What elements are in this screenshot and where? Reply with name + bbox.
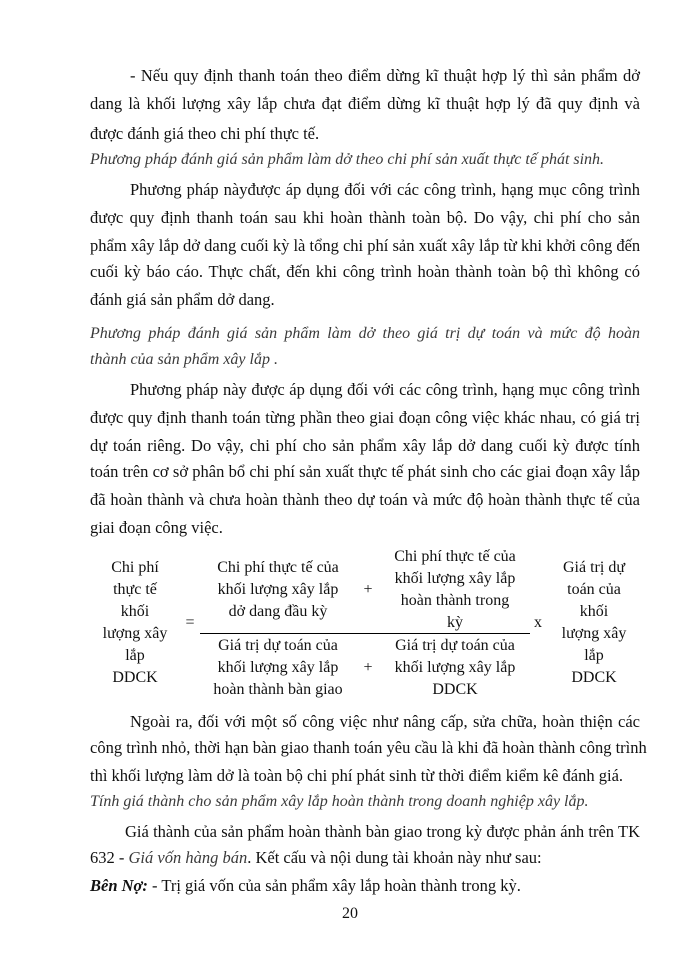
debit-text: - Trị giá vốn của sản phẩm xây lắp hoàn thành trong kỳ. <box>147 876 521 895</box>
para3-line4: toán trên cơ sở phân bổ chi phí sản xuất thực tế phát sinh cho các giai đoạn xây lắp <box>90 462 640 481</box>
para1-line3: được đánh giá theo chi phí thực tế. <box>90 124 320 143</box>
para3-line1: Phương pháp này được áp dụng đối với các công trình, hạng mục công trình <box>130 380 640 399</box>
account-name: Giá vốn hàng bán <box>128 848 248 867</box>
para1-line1: - Nếu quy định thanh toán theo điểm dừng kĩ thuật hợp lý thì sản phẩm dở <box>130 66 640 85</box>
para2-line5: đánh giá sản phẩm dở dang. <box>90 290 275 309</box>
formula-fraction-bar <box>200 633 530 634</box>
para2-line4: cuối kỳ báo cáo. Thực chất, đến khi công trình hoàn thành toàn bộ thì không có <box>90 262 640 281</box>
heading-cost-calculation: Tính giá thành cho sản phẩm xây lắp hoàn thành trong doanh nghiệp xây lắp. <box>90 793 589 810</box>
para2-line1: Phương pháp nàyđược áp dụng đối với các công trình, hạng mục công trình <box>130 180 640 199</box>
formula-times: x <box>534 614 542 631</box>
formula-equals: = <box>185 614 195 631</box>
debit-line <box>90 876 640 896</box>
formula-numerator-period-cost: Chi phí thực tế của khối lượng xây lắp hoàn thành trong kỳ <box>394 548 516 631</box>
formula-plus-numerator: + <box>363 581 373 598</box>
formula-denominator-wip-estimate: Giá trị dự toán của khối lượng xây lắp DDCK <box>394 637 516 698</box>
para2-line2: được quy định thanh toán sau khi hoàn thành toàn bộ. Do vậy, chi phí cho sản <box>90 208 640 227</box>
debit-label: Bên Nợ: <box>90 876 148 895</box>
para4-line1: Ngoài ra, đối với một số công việc như nâng cấp, sửa chữa, hoàn thiện các <box>130 712 640 731</box>
page-number: 20 <box>342 905 358 922</box>
para3-line6: giai đoạn công việc. <box>90 518 223 537</box>
para4-line3: thì khối lượng làm dở là toàn bộ chi phí phát sinh từ thời điểm kiểm kê đánh giá. <box>90 766 624 785</box>
para1-line2: dang là khối lượng xây lắp chưa đạt điểm dừng kĩ thuật hợp lý đã quy định và <box>90 94 640 113</box>
heading-estimate-method-line1: Phương pháp đánh giá sản phẩm làm dở theo giá trị dự toán và mức độ hoàn <box>90 325 640 342</box>
formula-right-term: Giá trị dự toán của khối lượng xây lắp DDCK <box>561 559 627 686</box>
para3-line2: được quy định thanh toán từng phần theo giai đoạn công việc khác nhau, có giá trị <box>90 408 640 427</box>
para5-line2: 632 - Giá vốn hàng bán. Kết cấu và nội dung tài khoản này như sau: <box>90 848 542 867</box>
para3-line3: dự toán riêng. Do vậy, chi phí cho sản phẩm xây lắp dở dang cuối kỳ được tính <box>90 436 640 455</box>
formula-denominator-handover-estimate: Giá trị dự toán của khối lượng xây lắp hoàn thành bàn giao <box>213 637 343 698</box>
heading-actual-cost-method: Phương pháp đánh giá sản phẩm làm dở theo chi phí sản xuất thực tế phát sinh. <box>90 151 605 168</box>
formula-left-term: Chi phí thực tế khối lượng xây lắp DDCK <box>102 559 168 686</box>
para2-line3: phẩm xây lắp dở dang cuối kỳ là tổng chi phí sản xuất xây lắp từ khi khởi công đến <box>90 236 641 255</box>
para5-line1: Giá thành của sản phẩm hoàn thành bàn giao trong kỳ được phản ánh trên TK <box>125 822 640 841</box>
formula-plus-denominator: + <box>363 659 373 676</box>
para3-line5: đã hoàn thành và chưa hoàn thành theo dự toán và mức độ hoàn thành thực tế của <box>90 490 640 509</box>
heading-estimate-method-line2: thành của sản phẩm xây lắp . <box>90 351 278 368</box>
formula-numerator-opening-wip: Chi phí thực tế của khối lượng xây lắp dở dang đầu kỳ <box>217 559 339 620</box>
para4-line2: công trình nhỏ, thời hạn bàn giao thanh toán yêu cầu là khi đã hoàn thành công trình <box>90 738 647 757</box>
